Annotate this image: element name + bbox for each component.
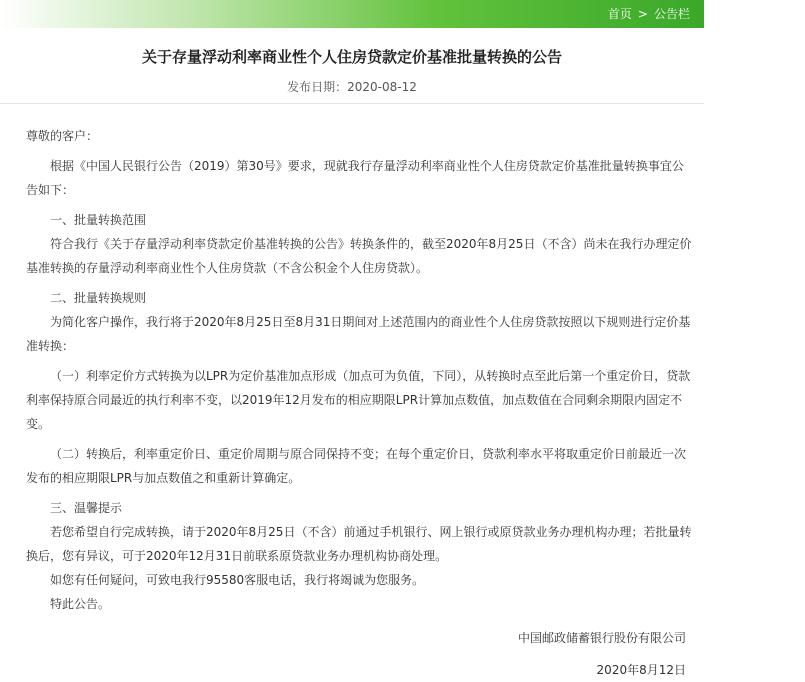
closing-paragraph: 特此公告。 <box>50 597 111 611</box>
tips-paragraph: 若您希望自行完成转换，请于2020年8月25日（不含）前通过手机银行、网上银行或原贷款业务办理机构办理；若批量转换后，您有异议，可于2020年12月31日前联系原贷款业务办理机构协商处理。 <box>26 525 692 563</box>
breadcrumb-current-link[interactable]: 公告栏 <box>653 7 690 21</box>
top-breadcrumb-bar <box>0 0 704 28</box>
notice-body <box>26 124 694 682</box>
scope-paragraph: 符合我行《关于存量浮动利率贷款定价基准转换的公告》转换条件的，截至2020年8月25日（不含）尚未在我行办理定价基准转换的存量浮动利率商业性个人住房贷款（不含公积金个人住房贷款）。 <box>26 237 692 275</box>
rule-two-paragraph: （二）转换后，利率重定价日、重定价周期与原合同保持不变；在每个重定价日，贷款利率水平将取重定价日前最近一次发布的相应期限LPR与加点数值之和重新计算确定。 <box>26 447 687 485</box>
section-heading-tips: 三、温馨提示 <box>50 501 123 515</box>
section-heading-scope: 一、批量转换范围 <box>50 213 147 227</box>
page-title: 关于存量浮动利率商业性个人住房贷款定价基准批量转换的公告 <box>141 48 562 66</box>
publish-date: 发布日期：2020-08-12 <box>287 80 417 94</box>
contact-paragraph: 如您有任何疑问，可致电我行95580客服电话，我行将竭诚为您服务。 <box>50 573 425 587</box>
rule-one-paragraph: （一）利率定价方式转换为以LPR为定价基准加点形成（加点可为负值，下同），从转换时点至此后第一个重定价日，贷款利率保持原合同最近的执行利率不变，以2019年12月发布的相应期限LPR计算加点数值，加点数值在合同剩余期限内固定不变。 <box>26 369 691 431</box>
signature: 中国邮政储蓄银行股份有限公司 <box>517 631 686 645</box>
breadcrumb <box>608 0 690 28</box>
breadcrumb-separator: > <box>637 7 648 21</box>
section-heading-rules: 二、批量转换规则 <box>50 291 147 305</box>
intro-paragraph: 根据《中国人民银行公告（2019）第30号》要求，现就我行存量浮动利率商业性个人住房贷款定价基准批量转换事宜公告如下： <box>26 159 684 197</box>
sign-date: 2020年8月12日 <box>596 663 686 677</box>
title-divider <box>0 103 704 104</box>
breadcrumb-home-link[interactable]: 首页 <box>607 7 632 21</box>
rules-paragraph: 为简化客户操作，我行将于2020年8月25日至8月31日期间对上述范围内的商业性个人住房贷款按照以下规则进行定价基准转换： <box>26 315 691 353</box>
greeting: 尊敬的客户： <box>26 129 99 143</box>
